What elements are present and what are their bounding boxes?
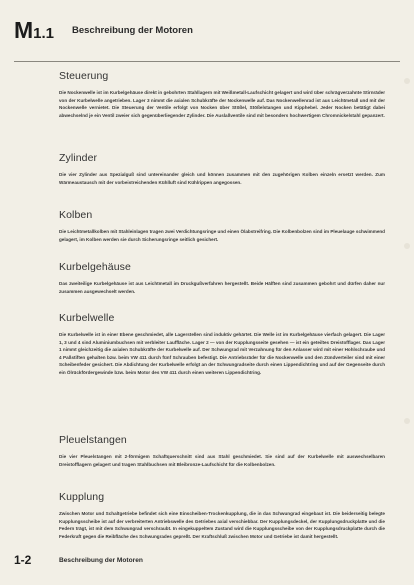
page-footer bbox=[14, 552, 400, 572]
section-text: Die vier Pleuelstangen mit 2-förmigem Schaftquerschnitt sind aus Stahl geschmiedet. Sie sind auf der Kurbelwelle mit auswechselbaren Dreistofflagern gelagert und tragen Stahlbuchsen mit Bleibronze-Laufschicht für die Kolbenbolzen. bbox=[59, 454, 385, 467]
section-text: Die Kurbelwelle ist in einer Ebene geschmiedet, alle Lagerstellen sind induktiv gehärtet. Die Welle ist im Kurbelgehäuse vierfach gelagert. Die Lager 1, 3 und 4 sind Aluminiumbuchsen mit verbleiter Lauffläche. Lager 2 — von der Kupplungsseite gesehen — ist ein geteiltes Dreistofflager. Das Lager 1 nimmt gleichzeitig die axialen Schubkräfte der Kurbelwelle auf. Der Schwungrad mit Verzahnung für den Anlasser wird mit einer Hohlschraube und 4 Paßstiften gehalten bzw. beim VW 411 durch fünf Schrauben befestigt. Die Antriebsräder für die Nockenwelle und den Zündverteiler sind mit einer Scheibenfeder gesichert. Die Abdichtung der Kurbelwelle erfolgt an der Schwungradseite durch einen Lippendichtring und auf der Gegenseite durch ein Ölrückfördergewinde bzw. beim Motor des VW 411 durch einen weiteren Lippendichtring. bbox=[59, 332, 385, 375]
page-title: Beschreibung der Motoren bbox=[72, 25, 193, 36]
section-heading: Kurbelwelle bbox=[59, 312, 115, 324]
section-heading: Kolben bbox=[59, 209, 93, 221]
section-heading: Kurbelgehäuse bbox=[59, 261, 131, 273]
section-text: Das zweiteilige Kurbelgehäuse ist aus Leichtmetall im Druckgußverfahren hergestellt. Beide Hälften sind zusammen gebohrt und dürfen daher nur zusammen ausgewechselt werden. bbox=[59, 281, 385, 294]
punch-hole-mark bbox=[404, 78, 410, 84]
section-text: Die vier Zylinder aus Spezialguß sind untereinander gleich und können zusammen mit den zugehörigen Kolben einzeln ersetzt werden. Zum Wärmeaustausch mit der vorbeistreichenden Kühlluft sind Kühlrippen angegossen. bbox=[59, 172, 385, 185]
section-code-letter: M bbox=[14, 17, 34, 43]
header-divider bbox=[14, 61, 400, 62]
section-heading: Zylinder bbox=[59, 152, 98, 164]
section-heading: Pleuelstangen bbox=[59, 434, 127, 446]
section-kurbelgehaeuse bbox=[59, 261, 385, 295]
section-heading: Kupplung bbox=[59, 491, 105, 503]
section-kolben bbox=[59, 209, 385, 243]
section-steuerung bbox=[59, 70, 385, 119]
page-header bbox=[14, 18, 400, 42]
section-text: Die Nockenwelle ist im Kurbelgehäuse direkt in gebohrten Stahllagern mit Weißmetall-Laufschicht gelagert und wird über schrägverzahnte Stirnräder von der Kurbelwelle angetrieben. Lager 3 nimmt die axialen Schubkräfte der Nockenwelle auf. Das Nockenwellenrad ist aus Leichtmetall und mit der Nockenwelle vernietet. Die Steuerung der Ventile erfolgt von Nocken über Stößel, Stößelstangen und Kipphebel. Jeder Nocken betätigt dabei abwechselnd je ein Ventil zweier sich gegenüberliegender Zylinder. Die Auslaßventile sind mit besonders hochwertigem Chromnickelstahl gepanzert. bbox=[59, 90, 385, 118]
section-heading: Steuerung bbox=[59, 70, 109, 82]
punch-hole-mark bbox=[404, 418, 410, 424]
footer-title: Beschreibung der Motoren bbox=[59, 557, 143, 564]
section-text: Zwischen Motor und Schaltgetriebe befindet sich eine Einscheiben-Trockenkupplung, die in das Schwungrad eingebaut ist. Die beiderseitig belegte Kupplungsscheibe ist auf der verbreiterten Antriebswelle des Getriebes axial verschiebbar. Der Kupplungsdeckel, der Kupplungsdruckplatte und die Federn trägt, ist mit dem Schwungrad verschraubt. In eingekuppeltem Zustand wird die Kupplungsscheibe von der Kupplungsdruckplatte durch die Federkraft gegen die Reibfläche des Schwungrades gepreßt. Der Kraftschluß zwischen Motor und Getriebe ist damit hergestellt. bbox=[59, 511, 385, 539]
section-pleuelstangen bbox=[59, 434, 385, 468]
punch-hole-mark bbox=[404, 243, 410, 249]
page-number: 1-2 bbox=[14, 553, 32, 567]
section-code bbox=[14, 18, 54, 46]
section-zylinder bbox=[59, 152, 385, 186]
section-kupplung bbox=[59, 491, 385, 540]
section-kurbelwelle bbox=[59, 312, 385, 377]
section-code-number: 1.1 bbox=[33, 25, 55, 42]
section-text: Die Leichtmetallkolben mit Stahleinlagen tragen zwei Verdichtungsringe und einen Ölabstreifring. Die Kolbenbolzen sind im Pleuelauge schwimmend gelagert, im Kolben werden sie durch Sicherungsringe seitlich gesichert. bbox=[59, 229, 385, 242]
